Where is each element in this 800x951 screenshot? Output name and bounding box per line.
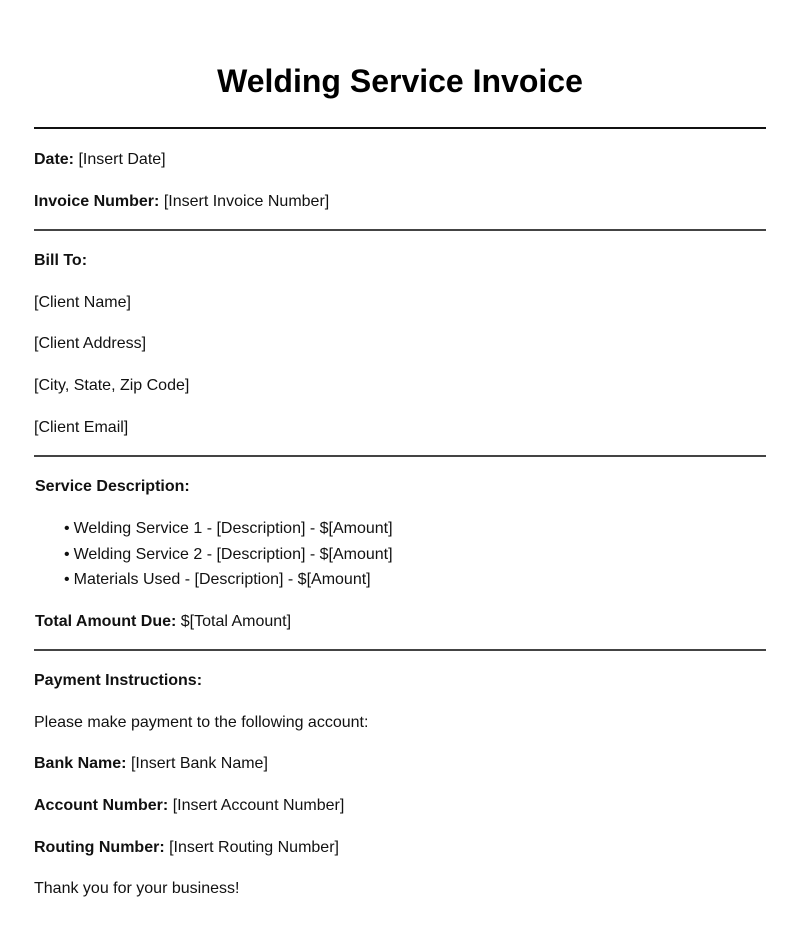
bank-name-label: Bank Name: [34,755,127,772]
service-item-text: Welding Service 2 - [Description] - $[Amount] [73,545,393,563]
routing-number-label: Routing Number: [34,839,165,856]
list-item [64,519,393,545]
account-number-line [34,796,344,816]
bullet-icon: • [64,520,70,537]
total-amount-label: Total Amount Due: [35,613,177,630]
title-divider [34,127,766,129]
account-number-label: Account Number: [34,797,169,814]
thank-you-note: Thank you for your business! [34,880,240,897]
service-list [64,519,393,596]
account-number-value: [Insert Account Number] [172,797,345,814]
date-value: [Insert Date] [78,151,166,168]
payment-intro: Please make payment to the following account: [34,714,369,731]
bill-to-heading: Bill To: [34,252,88,269]
meta-divider [34,229,766,231]
client-email: [Client Email] [34,419,129,436]
page-title: Welding Service Invoice [217,63,583,99]
client-name: [Client Name] [34,294,131,311]
date-line [34,150,166,170]
routing-number-value: [Insert Routing Number] [169,839,339,856]
bullet-icon: • [64,545,70,563]
client-address: [Client Address] [34,335,147,352]
bank-name-value: [Insert Bank Name] [130,755,268,772]
invoice-number-line [34,192,329,212]
service-description-heading: Service Description: [35,478,190,495]
service-item-text: Materials Used - [Description] - $[Amount] [73,571,371,588]
list-item [64,545,393,571]
client-city-state-zip: [City, State, Zip Code] [34,377,190,394]
bullet-icon: • [64,571,70,588]
invoice-number-value: [Insert Invoice Number] [163,193,330,210]
payment-instructions-heading: Payment Instructions: [34,672,203,689]
invoice-number-label: Invoice Number: [34,193,160,210]
date-label: Date: [34,151,75,168]
total-amount-value: $[Total Amount] [180,613,292,630]
bill-to-divider [34,455,766,457]
service-item-text: Welding Service 1 - [Description] - $[Amount] [73,520,393,537]
total-amount-line [35,612,291,632]
routing-number-line [34,838,339,858]
bank-name-line [34,754,268,774]
list-item [64,570,393,596]
services-divider [34,649,766,651]
